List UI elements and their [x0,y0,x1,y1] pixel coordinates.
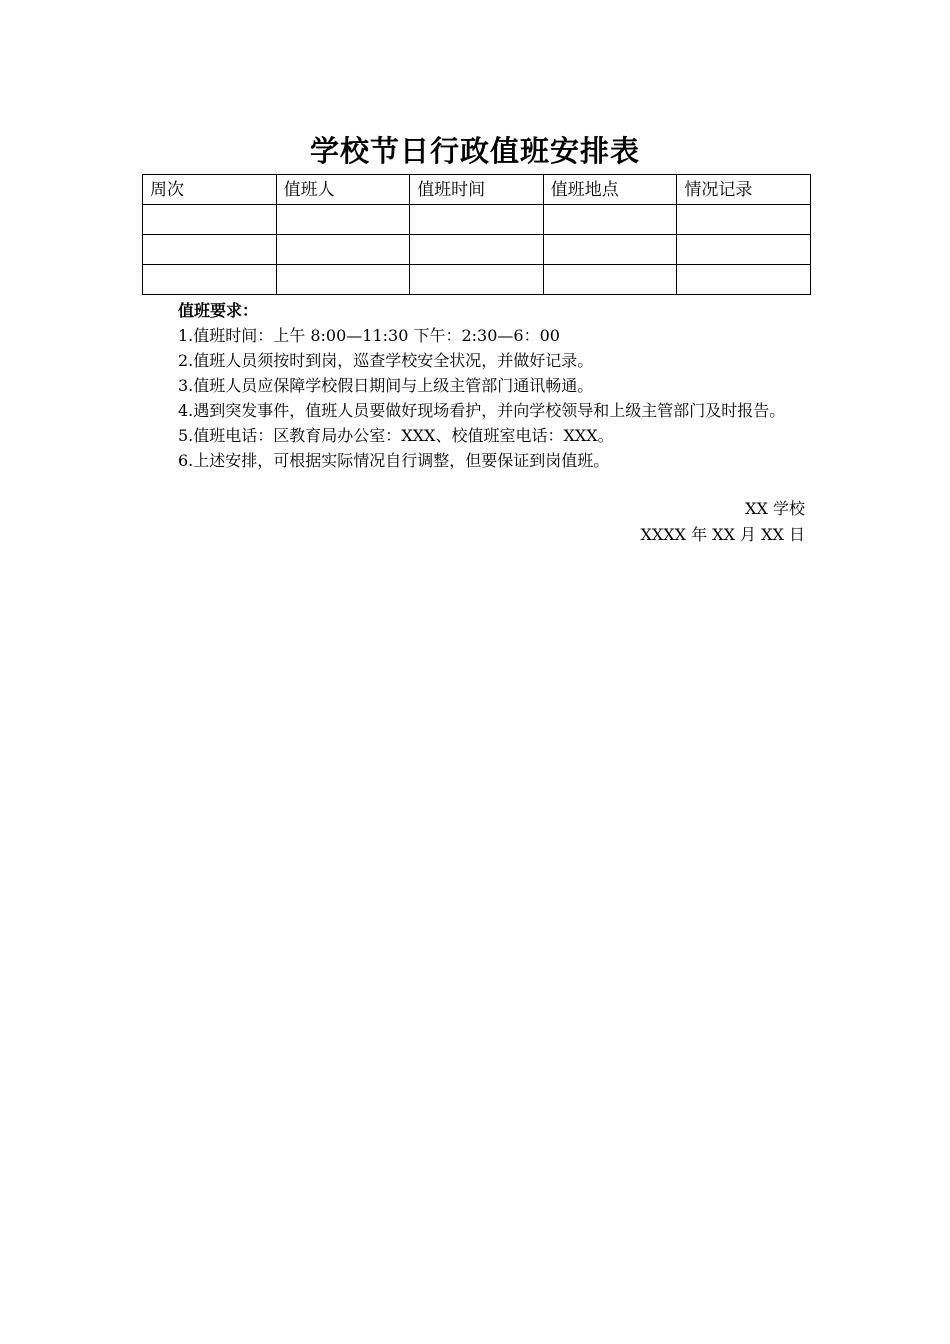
requirements-heading: 值班要求： [178,301,259,320]
table-cell [143,205,277,235]
table-cell [677,235,811,265]
column-header-time: 值班时间 [410,175,544,205]
signature-organization: XX 学校 [745,499,805,518]
requirement-item-attendance: 2.值班人员须按时到岗，巡查学校安全状况，并做好记录。 [178,351,594,370]
duty-requirements [142,298,811,473]
document-title: 学校节日行政值班安排表 [309,134,640,168]
signature-date: XXXX 年 XX 月 XX 日 [640,525,805,544]
table-cell [143,235,277,265]
table-cell [410,265,544,295]
table-cell [276,265,410,295]
column-header-record: 情况记录 [677,175,811,205]
signature-block [640,496,805,548]
column-header-week: 周次 [143,175,277,205]
table-cell [410,205,544,235]
table-cell [543,265,677,295]
requirement-item-adjustment: 6.上述安排，可根据实际情况自行调整，但要保证到岗值班。 [178,451,610,470]
requirement-item-emergency: 4.遇到突发事件，值班人员要做好现场看护，并向学校领导和上级主管部门及时报告。 [178,401,786,420]
table-cell [276,235,410,265]
requirement-item-communication: 3.值班人员应保障学校假日期间与上级主管部门通讯畅通。 [178,376,594,395]
column-header-location: 值班地点 [543,175,677,205]
table-cell [677,265,811,295]
table-cell [143,265,277,295]
duty-schedule-table [142,174,811,295]
requirement-item-phone: 5.值班电话：区教育局办公室：XXX、校值班室电话：XXX。 [178,426,614,445]
table-cell [410,235,544,265]
table-cell [276,205,410,235]
table-cell [677,205,811,235]
table-cell [543,205,677,235]
table-cell [543,235,677,265]
table-row [143,265,811,295]
column-header-staff: 值班人 [276,175,410,205]
table-row [143,235,811,265]
table-row [143,205,811,235]
requirement-item-hours: 1.值班时间：上午 8:00—11:30 下午：2:30—6：00 [178,326,560,345]
table-header-row [143,175,811,205]
